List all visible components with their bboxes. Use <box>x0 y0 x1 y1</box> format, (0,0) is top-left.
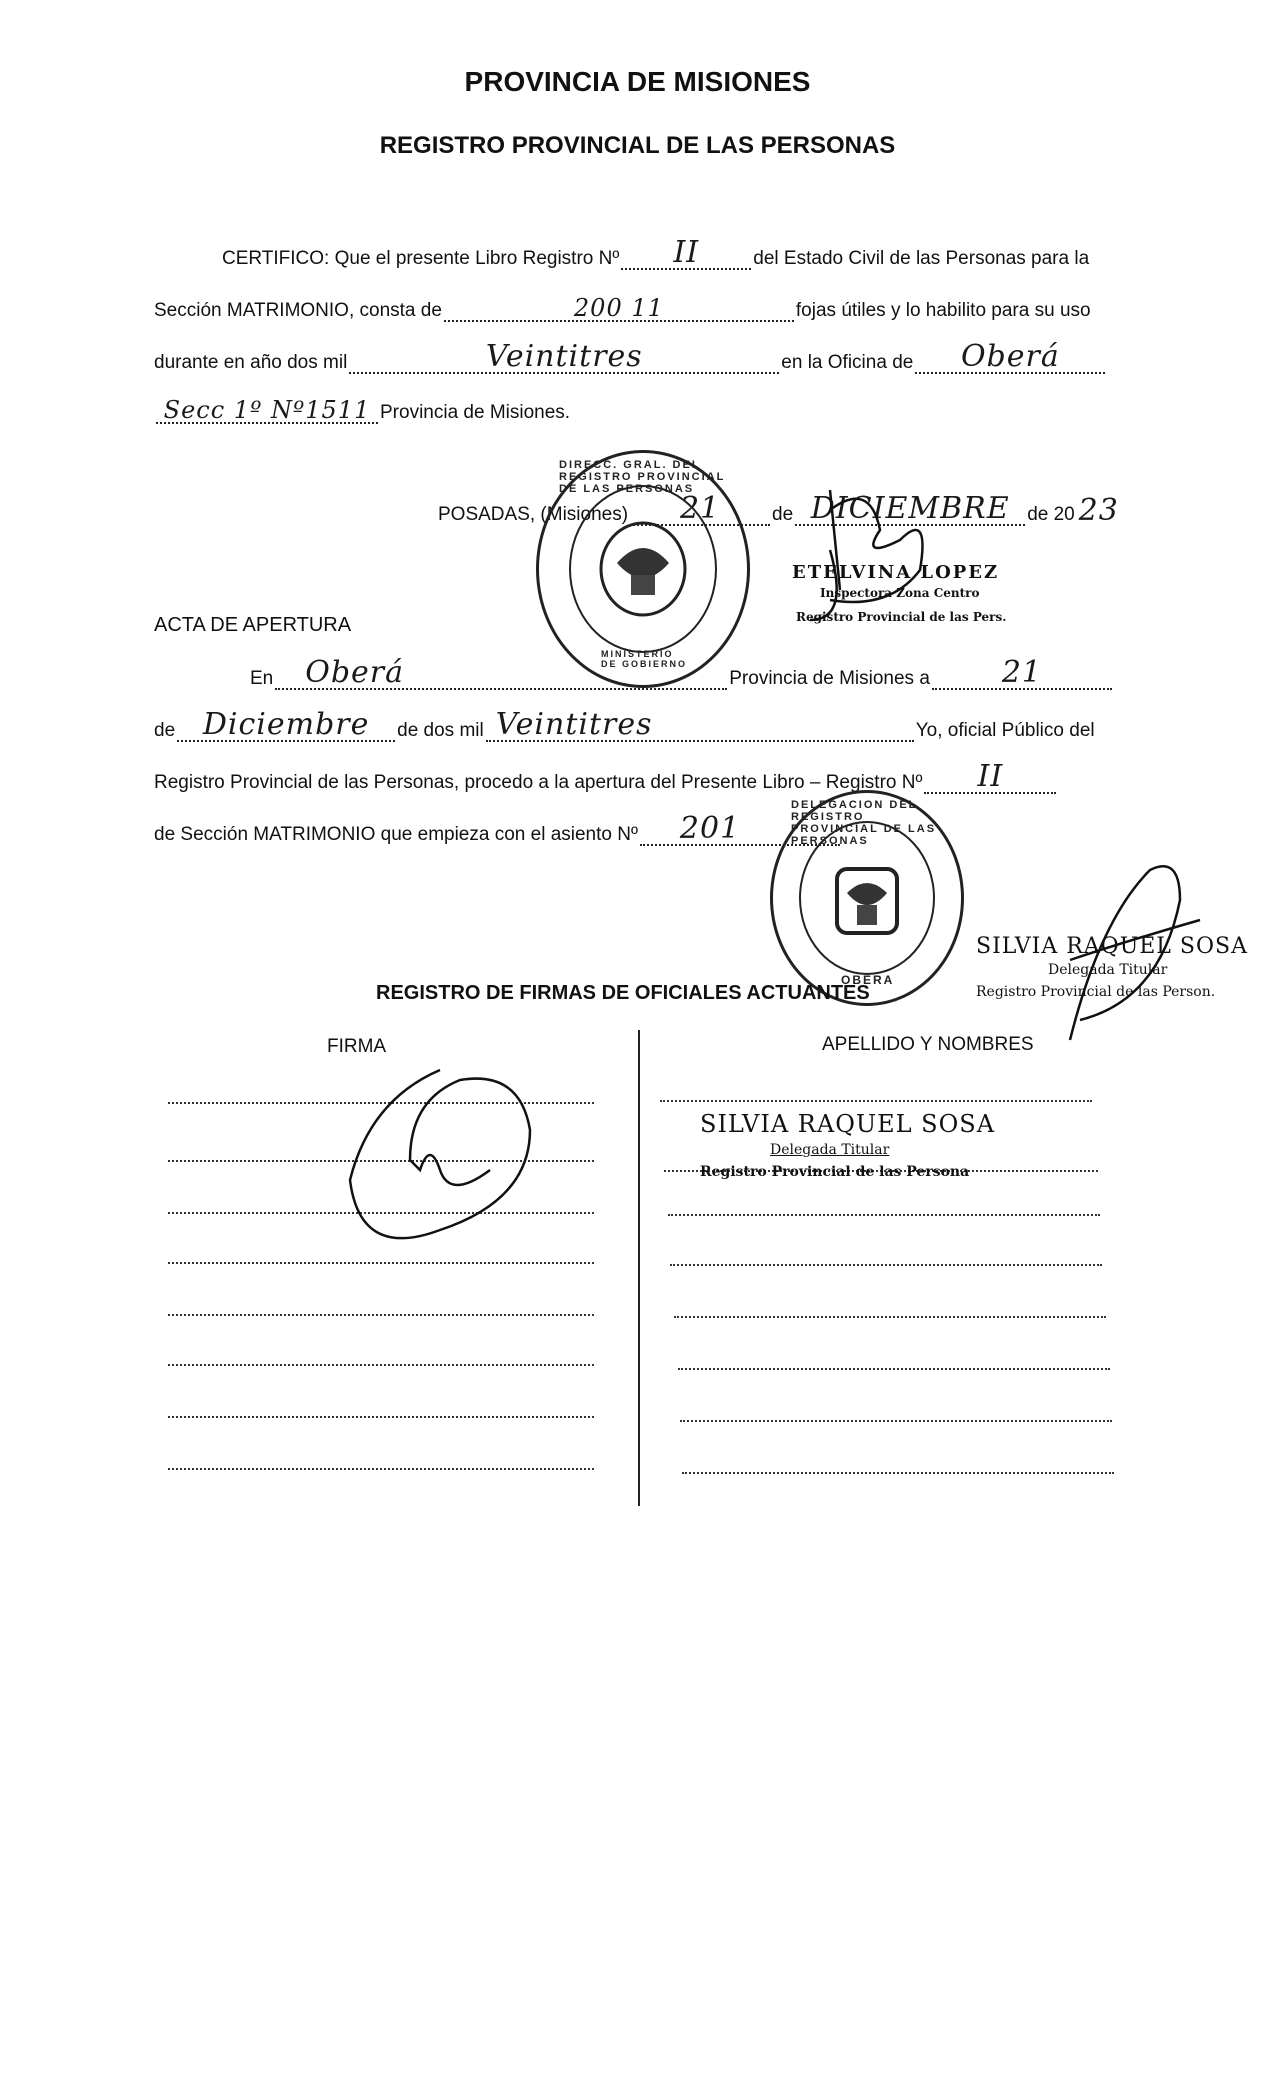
acta-text: de Sección MATRIMONIO que empieza con el asiento Nº <box>154 824 638 845</box>
handwriting: 21 <box>679 491 721 526</box>
cert-line-1 <box>222 235 1090 270</box>
col-nombres-header: APELLIDO Y NOMBRES <box>822 1034 1034 1055</box>
signature2-role: Delegada Titular <box>1048 962 1168 978</box>
province-title: PROVINCIA DE MISIONES <box>464 66 811 97</box>
nombre-row-line <box>674 1316 1106 1318</box>
column-divider <box>638 1030 640 1506</box>
handwriting: II <box>673 235 700 270</box>
direction-seal-stamp <box>536 450 750 688</box>
handwriting: 21 <box>1001 655 1042 690</box>
handwriting: II <box>977 759 1004 794</box>
acta-text: Registro Provincial de las Personas, procedo a la apertura del Presente Libro – Registro Nº <box>154 772 923 793</box>
acta-heading: ACTA DE APERTURA <box>154 614 352 636</box>
cert-line-4 <box>154 396 571 424</box>
cert-book-number-field <box>621 235 751 270</box>
cert-text: durante en año dos mil <box>154 352 348 373</box>
entry-name: SILVIA RAQUEL SOSA <box>700 1110 996 1138</box>
firma-row-line <box>168 1364 594 1366</box>
handwriting: Diciembre <box>202 707 370 742</box>
signature1-role: Inspectora Zona Centro <box>820 586 980 600</box>
handwriting: 200 11 <box>573 294 664 322</box>
firma-signature-scribble <box>340 1060 600 1260</box>
firma-row-line <box>168 1314 594 1316</box>
acta-text: Provincia de Misiones a <box>729 668 930 689</box>
handwriting: Secc 1º Nº1511 <box>163 396 371 424</box>
signature2-org: Registro Provincial de las Person. <box>976 984 1216 1000</box>
acta-month-field <box>177 707 395 742</box>
nombre-row-line <box>668 1214 1100 1216</box>
acta-text: de <box>154 720 176 741</box>
cert-text: Provincia de Misiones. <box>380 402 571 423</box>
cert-section-field <box>156 396 378 424</box>
cert-office-field <box>915 339 1105 374</box>
acta-day-field <box>932 655 1112 690</box>
cert-text: en la Oficina de <box>781 352 914 373</box>
acta-line-3 <box>154 759 1058 794</box>
acta-text: Yo, oficial Público del <box>915 720 1095 741</box>
cert-text: Sección MATRIMONIO, consta de <box>154 300 442 321</box>
signature1-name: ETELVINA LOPEZ <box>792 562 1000 583</box>
nombre-row-line <box>680 1420 1112 1422</box>
cert-text: fojas útiles y lo habilito para su uso <box>795 300 1091 321</box>
registry-title: REGISTRO PROVINCIAL DE LAS PERSONAS <box>379 132 896 159</box>
firma-row-line <box>168 1416 594 1418</box>
signature-scribble-1 <box>770 470 990 630</box>
acta-line-4 <box>154 811 842 846</box>
cert-year-field <box>349 339 779 374</box>
cert-text: de 20 <box>1027 504 1075 525</box>
seal-ring-text: DELEGACION DEL REGISTRO PROVINCIAL DE LAS PERSONAS <box>791 799 937 848</box>
cert-text: de <box>772 504 794 525</box>
firma-row-line <box>168 1262 594 1264</box>
date-year-field <box>1077 493 1121 528</box>
signature2-name: SILVIA RAQUEL SOSA <box>976 934 1248 959</box>
cert-text: del Estado Civil de las Personas para la <box>753 248 1090 269</box>
firma-row-line <box>168 1468 594 1470</box>
handwriting: 23 <box>1078 493 1119 528</box>
cert-line-3 <box>154 339 1107 374</box>
handwriting: Oberá <box>305 655 405 690</box>
acta-text: de dos mil <box>397 720 484 741</box>
nombre-row-line <box>678 1368 1110 1370</box>
acta-line-2 <box>154 707 1095 742</box>
firmas-heading: REGISTRO DE FIRMAS DE OFICIALES ACTUANTES <box>376 982 870 1004</box>
cert-text: POSADAS, (Misiones) <box>438 504 629 525</box>
acta-book-number-field <box>924 759 1056 794</box>
cert-line-2 <box>154 294 1091 322</box>
cert-fojas-field <box>444 294 794 322</box>
acta-year-field <box>486 707 914 742</box>
handwriting: Oberá <box>960 339 1060 374</box>
handwriting: 201 <box>679 811 741 846</box>
seal-ring-text: DIRECC. GRAL. DEL REGISTRO PROVINCIAL DE LAS PERSONAS <box>559 459 726 496</box>
acta-text: En <box>250 668 274 689</box>
nombre-row-line <box>682 1472 1114 1474</box>
signature1-org: Registro Provincial de las Pers. <box>796 610 1007 624</box>
nombre-row-line <box>660 1100 1092 1102</box>
cert-text: CERTIFICO: Que el presente Libro Registro Nº <box>222 248 620 269</box>
seal-bottom-text: OBERA <box>841 973 895 987</box>
col-firma-header: FIRMA <box>327 1036 387 1057</box>
handwriting: Veintitres <box>485 339 643 374</box>
signature-scribble-2 <box>1040 860 1240 1060</box>
delegation-seal-stamp <box>770 790 964 1006</box>
nombre-row-line <box>670 1264 1102 1266</box>
seal-inner-text: MINISTERIO DE GOBIERNO <box>601 649 688 669</box>
handwriting: Veintitres <box>495 707 653 742</box>
entry-org: Registro Provincial de las Persona <box>700 1164 970 1180</box>
handwriting: DICIEMBRE <box>810 491 1010 526</box>
entry-role: Delegada Titular <box>770 1142 890 1158</box>
